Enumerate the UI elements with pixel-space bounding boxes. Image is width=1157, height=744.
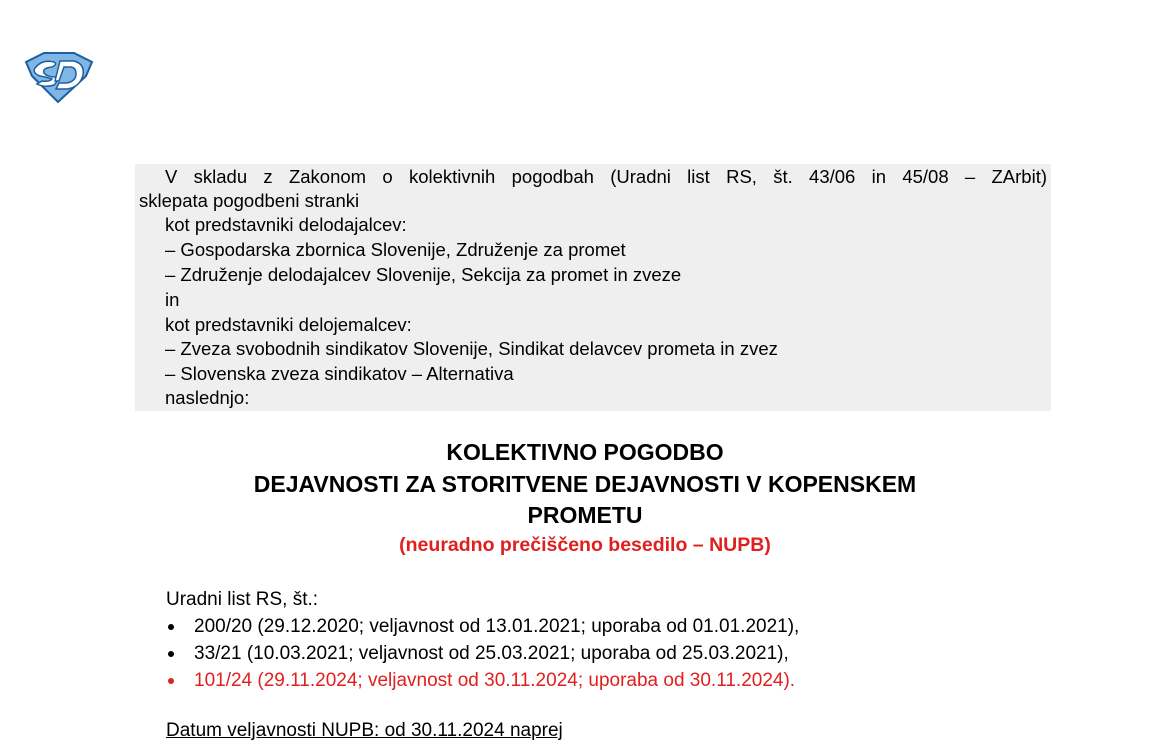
bullet-icon	[168, 651, 174, 657]
conjunction-in: in	[165, 289, 180, 310]
employee-item: – Zveza svobodnih sindikatov Slovenije, Sindikat delavcev prometa in zvez	[165, 338, 778, 359]
employer-item: – Gospodarska zbornica Slovenije, Združenje za promet	[165, 239, 626, 260]
employees-label: kot predstavniki delojemalcev:	[165, 314, 412, 335]
sd-logo-icon	[22, 48, 96, 104]
bullet-icon	[168, 678, 174, 684]
gazette-item: 33/21 (10.03.2021; veljavnost od 25.03.2021; uporaba od 25.03.2021),	[166, 640, 799, 667]
gazette-list	[166, 613, 799, 694]
intro-line-parties: sklepata pogodbeni stranki	[139, 190, 360, 211]
employer-item: – Združenje delodajalcev Slovenije, Sekcija za promet in zveze	[165, 264, 682, 285]
employers-label: kot predstavniki delodajalcev:	[165, 214, 407, 235]
intro-following: naslednjo:	[165, 387, 250, 408]
bullet-icon	[168, 624, 174, 630]
gazette-item: 101/24 (29.11.2024; veljavnost od 30.11.2024; uporaba od 30.11.2024).	[166, 667, 799, 694]
employee-item: – Slovenska zveza sindikatov – Alternativa	[165, 363, 514, 384]
validity-date: Datum veljavnosti NUPB: od 30.11.2024 naprej	[166, 720, 563, 741]
document-subtitle: (neuradno prečiščeno besedilo – NUPB)	[399, 534, 771, 556]
document-title: KOLEKTIVNO POGODBO	[446, 439, 724, 465]
document-title-line3: PROMETU	[527, 502, 643, 528]
gazette-heading: Uradni list RS, št.:	[166, 589, 319, 610]
intro-line-law: V skladu z Zakonom o kolektivnih pogodbah (Uradni list RS, št. 43/06 in 45/08 – ZArbit)	[165, 166, 1047, 187]
gazette-item: 200/20 (29.12.2020; veljavnost od 13.01.2021; uporaba od 01.01.2021),	[166, 613, 799, 640]
intro-block	[135, 164, 1051, 411]
document-title-line2: DEJAVNOSTI ZA STORITVENE DEJAVNOSTI V KOPENSKEM	[253, 471, 917, 497]
